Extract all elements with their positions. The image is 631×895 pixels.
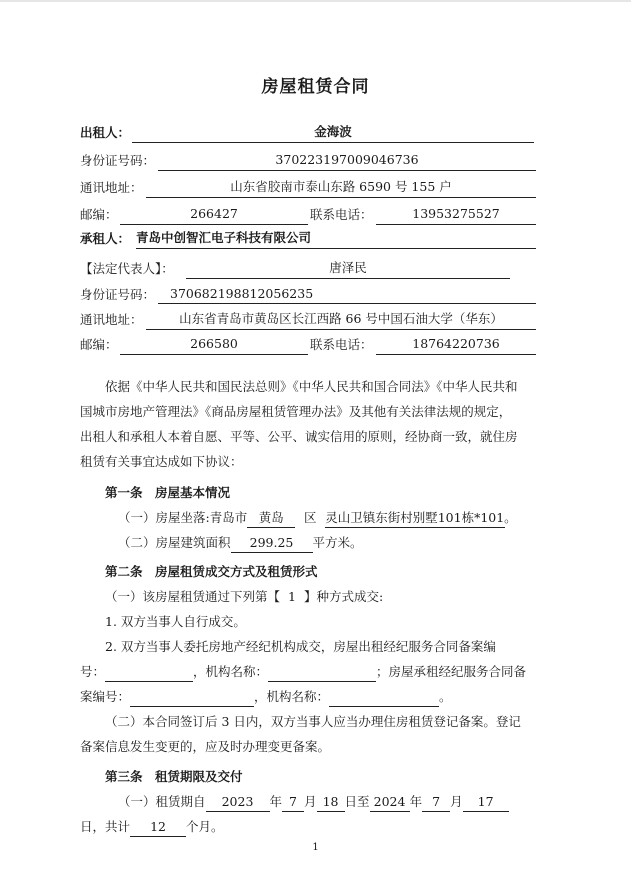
article-1 — [80, 480, 552, 555]
page-number: 1 — [312, 842, 319, 853]
article-2 — [80, 559, 552, 759]
lessee-id-line — [80, 284, 550, 306]
lessor-postcode-label: 邮编： — [80, 207, 118, 222]
registration-line-1: （二）本合同签订后 3 日内，双方当事人应当办理住房租赁登记备案。登记 — [105, 714, 521, 729]
lessee-phone: 18764220736 — [376, 334, 536, 355]
lessee-phone-label: 联系电话： — [310, 337, 373, 352]
preamble — [80, 374, 552, 474]
lessee-agency-name-blank — [329, 687, 439, 707]
start-year: 2023 — [206, 792, 270, 812]
district-suffix: 区 — [303, 510, 317, 525]
option-2-line-2 — [80, 659, 552, 684]
lessee-id-label: 身份证号码： — [80, 287, 156, 302]
location-line — [80, 505, 552, 530]
article-3 — [80, 764, 552, 839]
option-2-line-3 — [80, 684, 552, 709]
article-3-title: 第三条 租赁期限及交付 — [105, 769, 243, 784]
lessee-agency-name-label: ，机构名称： — [254, 689, 330, 704]
choice-value: 1 — [288, 589, 296, 604]
lessee-rep-label: 【法定代表人】： — [80, 261, 174, 276]
choice-suffix: 】种方式成交: — [304, 589, 384, 604]
agency-name-label: ，机构名称： — [193, 664, 269, 679]
lessee-filing-number-blank — [130, 687, 254, 707]
transaction-choice-line — [80, 584, 552, 609]
lessee-filing-number-label: 案编号： — [80, 689, 131, 704]
lessee-name: 青岛中创智汇电子科技有限公司 — [136, 228, 536, 249]
lessee-address-line — [80, 309, 550, 331]
lessee-postcode: 266580 — [120, 334, 308, 355]
duration-prefix: 日，共计 — [80, 819, 131, 834]
day-to-label: 日至 — [344, 794, 370, 809]
lessor-phone: 13953275527 — [376, 204, 536, 225]
term-prefix: （一）租赁期自 — [118, 794, 206, 809]
year-label: 年 — [409, 794, 423, 809]
lease-term-line — [80, 789, 552, 814]
lessee-filing-label: ；房屋承租经纪服务合同备 — [376, 664, 527, 679]
lessee-rep-line — [80, 258, 550, 280]
end-day: 17 — [463, 792, 509, 812]
page-title: 房屋租赁合同 — [261, 77, 370, 97]
area-line — [80, 530, 552, 555]
lessor-address-line — [80, 177, 550, 199]
end-year: 2024 — [370, 792, 410, 812]
lessee-label: 承租人： — [80, 231, 131, 246]
agency-name-blank — [268, 662, 376, 682]
lessee-name-line — [80, 228, 550, 250]
option-2-line-1: 2. 双方当事人委托房地产经纪机构成交，房屋出租经纪服务合同备案编 — [105, 639, 496, 654]
filing-number-blank — [105, 662, 193, 682]
preamble-line: 依据《中华人民共和国民法总则》《中华人民共和国合同法》《中华人民共和 — [105, 379, 518, 394]
lessee-contact-line — [80, 334, 550, 356]
lessee-id-number: 370682198812056235 — [158, 284, 536, 304]
lessee-address-label: 通讯地址： — [80, 312, 143, 327]
start-month: 7 — [282, 792, 304, 812]
lessor-id-line — [80, 150, 550, 172]
registration-line-2: 备案信息发生变更的，应及时办理变更备案。 — [80, 739, 331, 754]
month-label: 月 — [450, 794, 463, 809]
preamble-line: 国城市房地产管理法》《商品房屋租赁管理办法》及其他有关法律法规的规定， — [80, 404, 512, 419]
scan-edge — [0, 0, 631, 2]
lessee-postcode-label: 邮编： — [80, 337, 118, 352]
area-suffix: 平方米。 — [312, 535, 363, 550]
lessor-id-number: 370223197009046736 — [158, 150, 536, 171]
end-month: 7 — [422, 792, 450, 812]
district: 黄岛 — [247, 508, 295, 528]
lessor-address: 山东省胶南市泰山东路 6590 号 155 户 — [146, 177, 536, 198]
lessee-rep-name: 唐泽民 — [186, 258, 510, 279]
option-1: 1. 双方当事人自行成交。 — [105, 614, 246, 629]
start-day: 18 — [317, 792, 345, 812]
lessor-contact-line — [80, 204, 550, 226]
lessor-name: 金海波 — [132, 122, 534, 143]
lessor-postcode: 266427 — [120, 204, 308, 225]
street-address: 灵山卫镇东街村别墅101栋*101。 — [325, 508, 505, 528]
year-label: 年 — [269, 794, 283, 809]
article-2-title: 第二条 房屋租赁成交方式及租赁形式 — [105, 564, 318, 579]
location-prefix: （一）房屋坐落:青岛市 — [118, 510, 248, 525]
lease-months: 12 — [130, 817, 186, 837]
lessor-name-line — [80, 122, 550, 144]
duration-suffix: 个月。 — [186, 819, 224, 834]
choice-prefix: （一）该房屋租赁通过下列第【 — [105, 589, 281, 604]
building-area: 299.25 — [231, 533, 313, 553]
lessor-phone-label: 联系电话： — [310, 207, 373, 222]
lessor-address-label: 通讯地址： — [80, 180, 143, 195]
lessor-id-label: 身份证号码： — [80, 153, 156, 168]
area-prefix: （二）房屋建筑面积 — [118, 535, 231, 550]
month-label: 月 — [304, 794, 317, 809]
filing-number-label: 号： — [80, 664, 106, 679]
lessee-address: 山东省青岛市黄岛区长江西路 66 号中国石油大学（华东） — [146, 309, 536, 330]
lease-duration-line — [80, 814, 552, 839]
preamble-line: 出租人和承租人本着自愿、平等、公平、诚实信用的原则，经协商一致，就住房 — [80, 429, 518, 444]
article-1-title: 第一条 房屋基本情况 — [105, 485, 231, 500]
preamble-line: 租赁有关事宜达成如下协议： — [80, 454, 243, 469]
period: 。 — [439, 689, 452, 704]
lessor-label: 出租人： — [80, 125, 131, 140]
